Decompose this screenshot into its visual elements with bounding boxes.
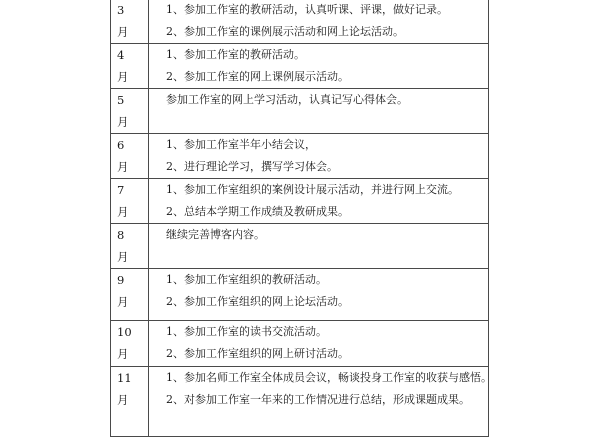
month-cell [111, 89, 149, 134]
table-row [111, 44, 489, 89]
table-row [111, 0, 489, 44]
activity-cell [149, 367, 492, 437]
table-row [111, 134, 489, 179]
month-cell [111, 321, 149, 367]
activity-cell [149, 269, 489, 321]
month-number: 5 [117, 93, 125, 107]
activity-item: 1、参加工作室的读书交流活动。 [166, 325, 327, 338]
month-number: 8 [117, 228, 125, 242]
month-number: 9 [117, 273, 125, 287]
month-unit: 月 [117, 205, 129, 219]
month-unit: 月 [117, 250, 129, 264]
month-unit: 月 [117, 70, 129, 84]
month-unit: 月 [117, 25, 129, 39]
activity-cell [149, 321, 489, 367]
activity-cell [149, 44, 489, 89]
month-number: 6 [117, 138, 125, 152]
month-unit: 月 [117, 295, 129, 309]
month-cell [111, 367, 149, 437]
activity-cell [149, 134, 489, 179]
table-row [111, 224, 489, 269]
activity-item: 2、参加工作室组织的网上研讨活动。 [166, 347, 349, 360]
activity-cell [149, 224, 489, 269]
activity-item: 2、参加工作室的课例展示活动和网上论坛活动。 [166, 25, 404, 38]
month-cell [111, 0, 149, 44]
activity-item: 1、参加工作室组织的案例设计展示活动，并进行网上交流。 [166, 183, 459, 196]
activity-item: 1、参加工作室的教研活动。 [166, 48, 305, 61]
activity-item: 1、参加工作室半年小结会议， [166, 138, 316, 151]
month-number: 4 [117, 48, 125, 62]
table-row [111, 321, 489, 367]
monthly-plan-table [110, 0, 492, 437]
activity-item: 1、参加工作室组织的教研活动。 [166, 273, 327, 286]
table-row [111, 367, 489, 437]
table-row [111, 89, 489, 134]
activity-item: 1、参加名师工作室全体成员会议，畅谈投身工作室的收获与感悟。 [166, 371, 492, 384]
month-number: 10 [117, 325, 132, 339]
month-number: 7 [117, 183, 125, 197]
month-cell [111, 269, 149, 321]
month-cell [111, 179, 149, 224]
activity-cell [149, 89, 489, 134]
month-cell [111, 134, 149, 179]
activity-item: 2、总结本学期工作成绩及教研成果。 [166, 205, 349, 218]
month-unit: 月 [117, 160, 129, 174]
activity-item: 继续完善博客内容。 [166, 228, 265, 241]
activity-cell [149, 0, 489, 44]
activity-item: 2、参加工作室组织的网上论坛活动。 [166, 295, 349, 308]
month-cell [111, 44, 149, 89]
table-row [111, 269, 489, 321]
month-number: 11 [117, 371, 132, 385]
activity-item: 2、进行理论学习，撰写学习体会。 [166, 160, 338, 173]
activity-item: 参加工作室的网上学习活动，认真记写心得体会。 [166, 93, 408, 106]
month-unit: 月 [117, 347, 129, 361]
month-number: 3 [117, 3, 125, 17]
month-unit: 月 [117, 393, 129, 407]
activity-item: 1、参加工作室的教研活动，认真听课、评课，做好记录。 [166, 3, 448, 16]
month-cell [111, 224, 149, 269]
activity-item: 2、对参加工作室一年来的工作情况进行总结，形成课题成果。 [166, 393, 470, 406]
table-row [111, 179, 489, 224]
month-unit: 月 [117, 115, 129, 129]
activity-item: 2、参加工作室的网上课例展示活动。 [166, 70, 349, 83]
activity-cell [149, 179, 489, 224]
